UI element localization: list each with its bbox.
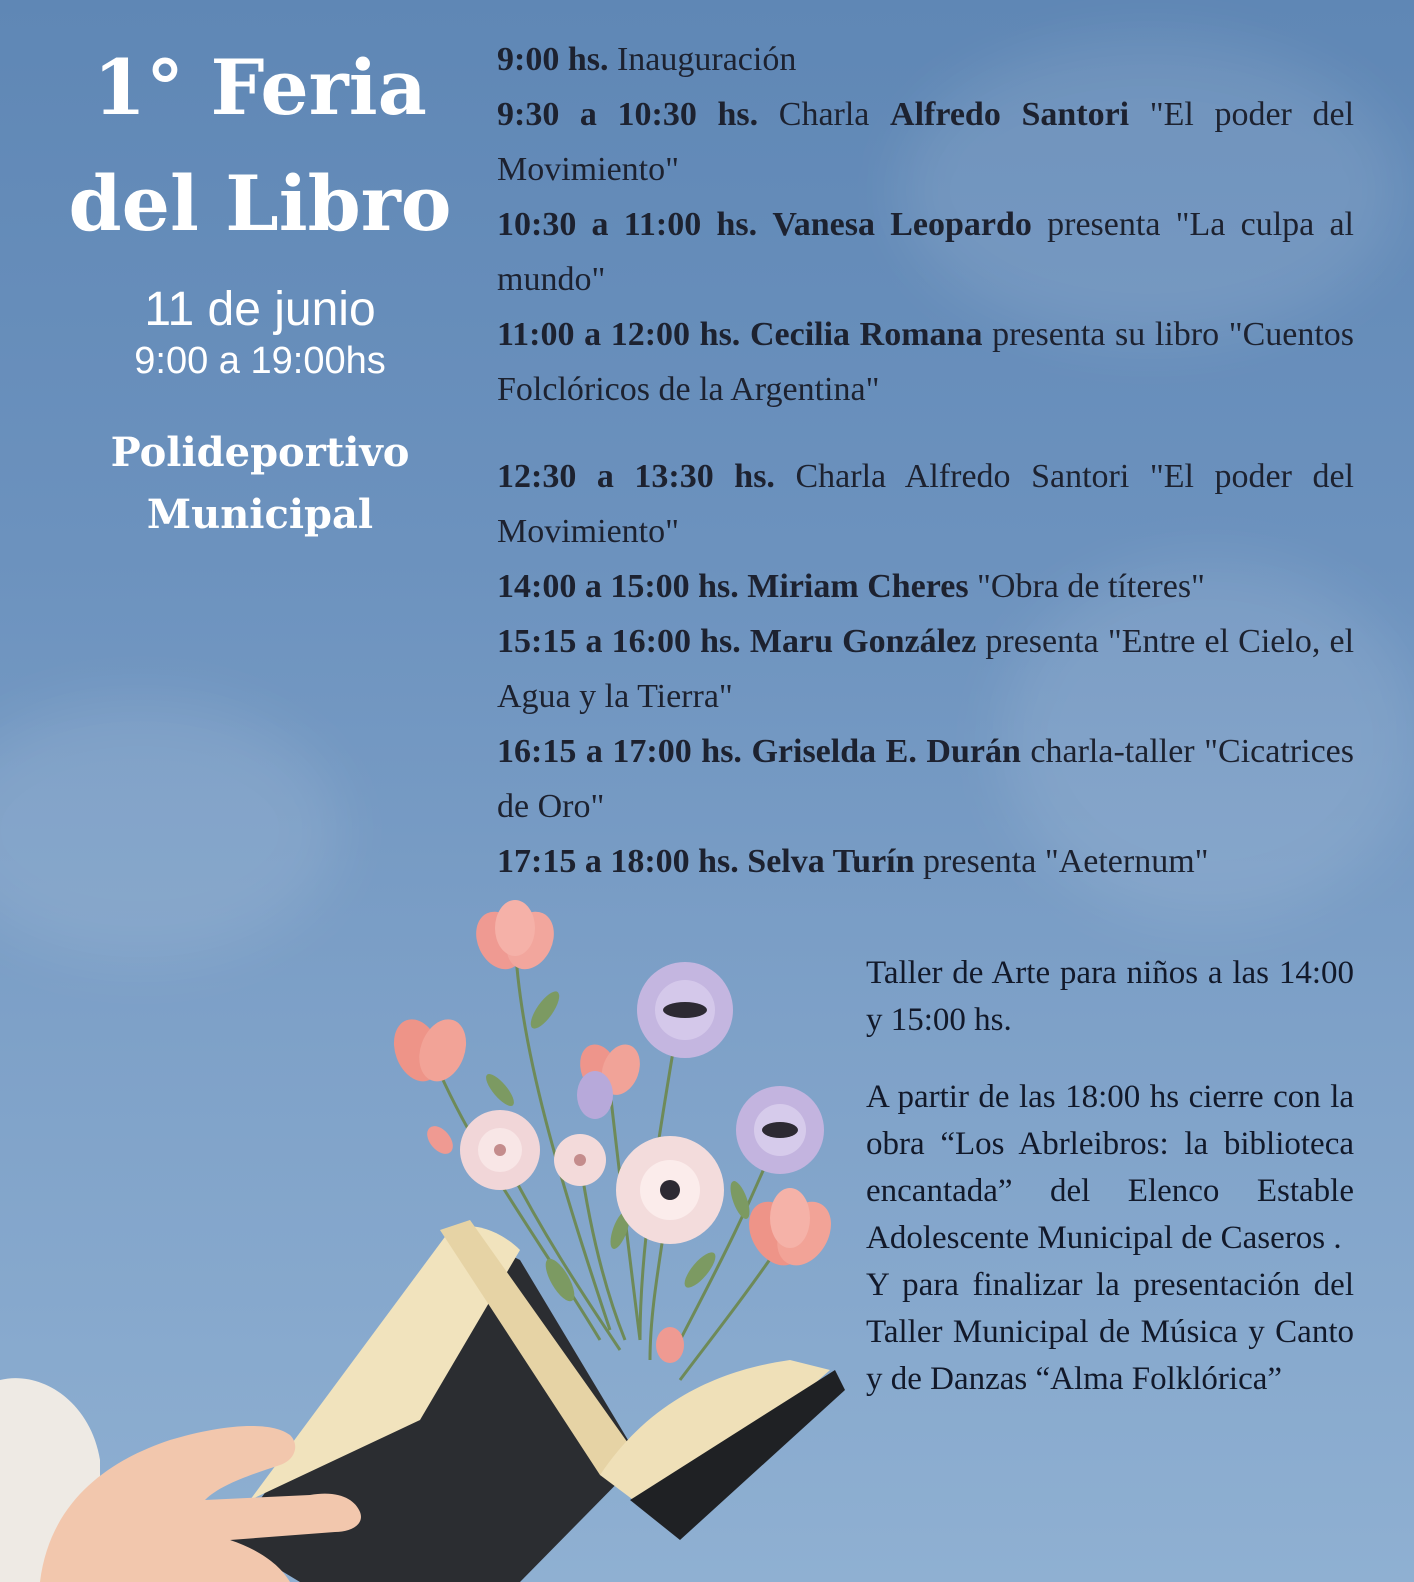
schedule-item: 10:30 a 11:00 hs. Vanesa Leopardo presenta "La culpa al mundo" <box>497 206 1354 298</box>
pink-flower <box>467 900 563 977</box>
pink-flower <box>738 1188 842 1275</box>
white-flower <box>554 1134 606 1186</box>
schedule-item: 14:00 a 15:00 hs. Miriam Cheres "Obra de títeres" <box>497 568 1205 605</box>
event-venue: Polideportivo Municipal <box>110 429 410 538</box>
event-title: 1° Feria del Libro <box>68 43 452 248</box>
pink-bud <box>656 1327 684 1363</box>
event-header <box>40 30 480 546</box>
book-flowers-illustration <box>0 900 860 1582</box>
pink-flower <box>386 1013 475 1088</box>
white-flower <box>616 1136 724 1244</box>
schedule-item: 9:30 a 10:30 hs. Charla Alfredo Santori "El poder del Movimiento" <box>497 96 1355 188</box>
schedule-item: 9:00 hs. Inauguración <box>497 41 797 78</box>
final-note: Y para finalizar la presentación del Taller Municipal de Música y Canto y de Danzas “Alma Folklórica” <box>866 1267 1354 1397</box>
schedule-item: 12:30 a 13:30 hs. Charla Alfredo Santori "El poder del Movimiento" <box>497 458 1354 550</box>
schedule-item: 11:00 a 12:00 hs. Cecilia Romana presenta su libro "Cuentos Folclóricos de la Argentina" <box>497 316 1355 408</box>
kids-workshop-note: Taller de Arte para niños a las 14:00 y 15:00 hs. <box>866 955 1354 1038</box>
schedule-list <box>497 32 1354 889</box>
purple-bud <box>577 1071 613 1119</box>
purple-flower <box>736 1086 824 1174</box>
schedule-item: 16:15 a 17:00 hs. Griselda E. Durán charla-taller "Cicatrices de Oro" <box>497 733 1354 825</box>
extra-activities <box>866 950 1354 1403</box>
schedule-item: 15:15 a 16:00 hs. Maru González presenta "Entre el Cielo, el Agua y la Tierra" <box>497 623 1355 715</box>
event-hours: 9:00 a 19:00hs <box>134 340 386 382</box>
closing-note: A partir de las 18:00 hs cierre con la obra “Los Abrleibros: la biblioteca encantada” del Elenco Estable Adolescente Municipal de Caseros . <box>866 1079 1355 1256</box>
purple-flower <box>637 962 733 1058</box>
event-date: 11 de junio <box>144 283 376 336</box>
pink-bud <box>422 1121 458 1158</box>
schedule-item: 17:15 a 18:00 hs. Selva Turín presenta "Aeternum" <box>497 843 1209 880</box>
white-flower <box>460 1110 540 1190</box>
